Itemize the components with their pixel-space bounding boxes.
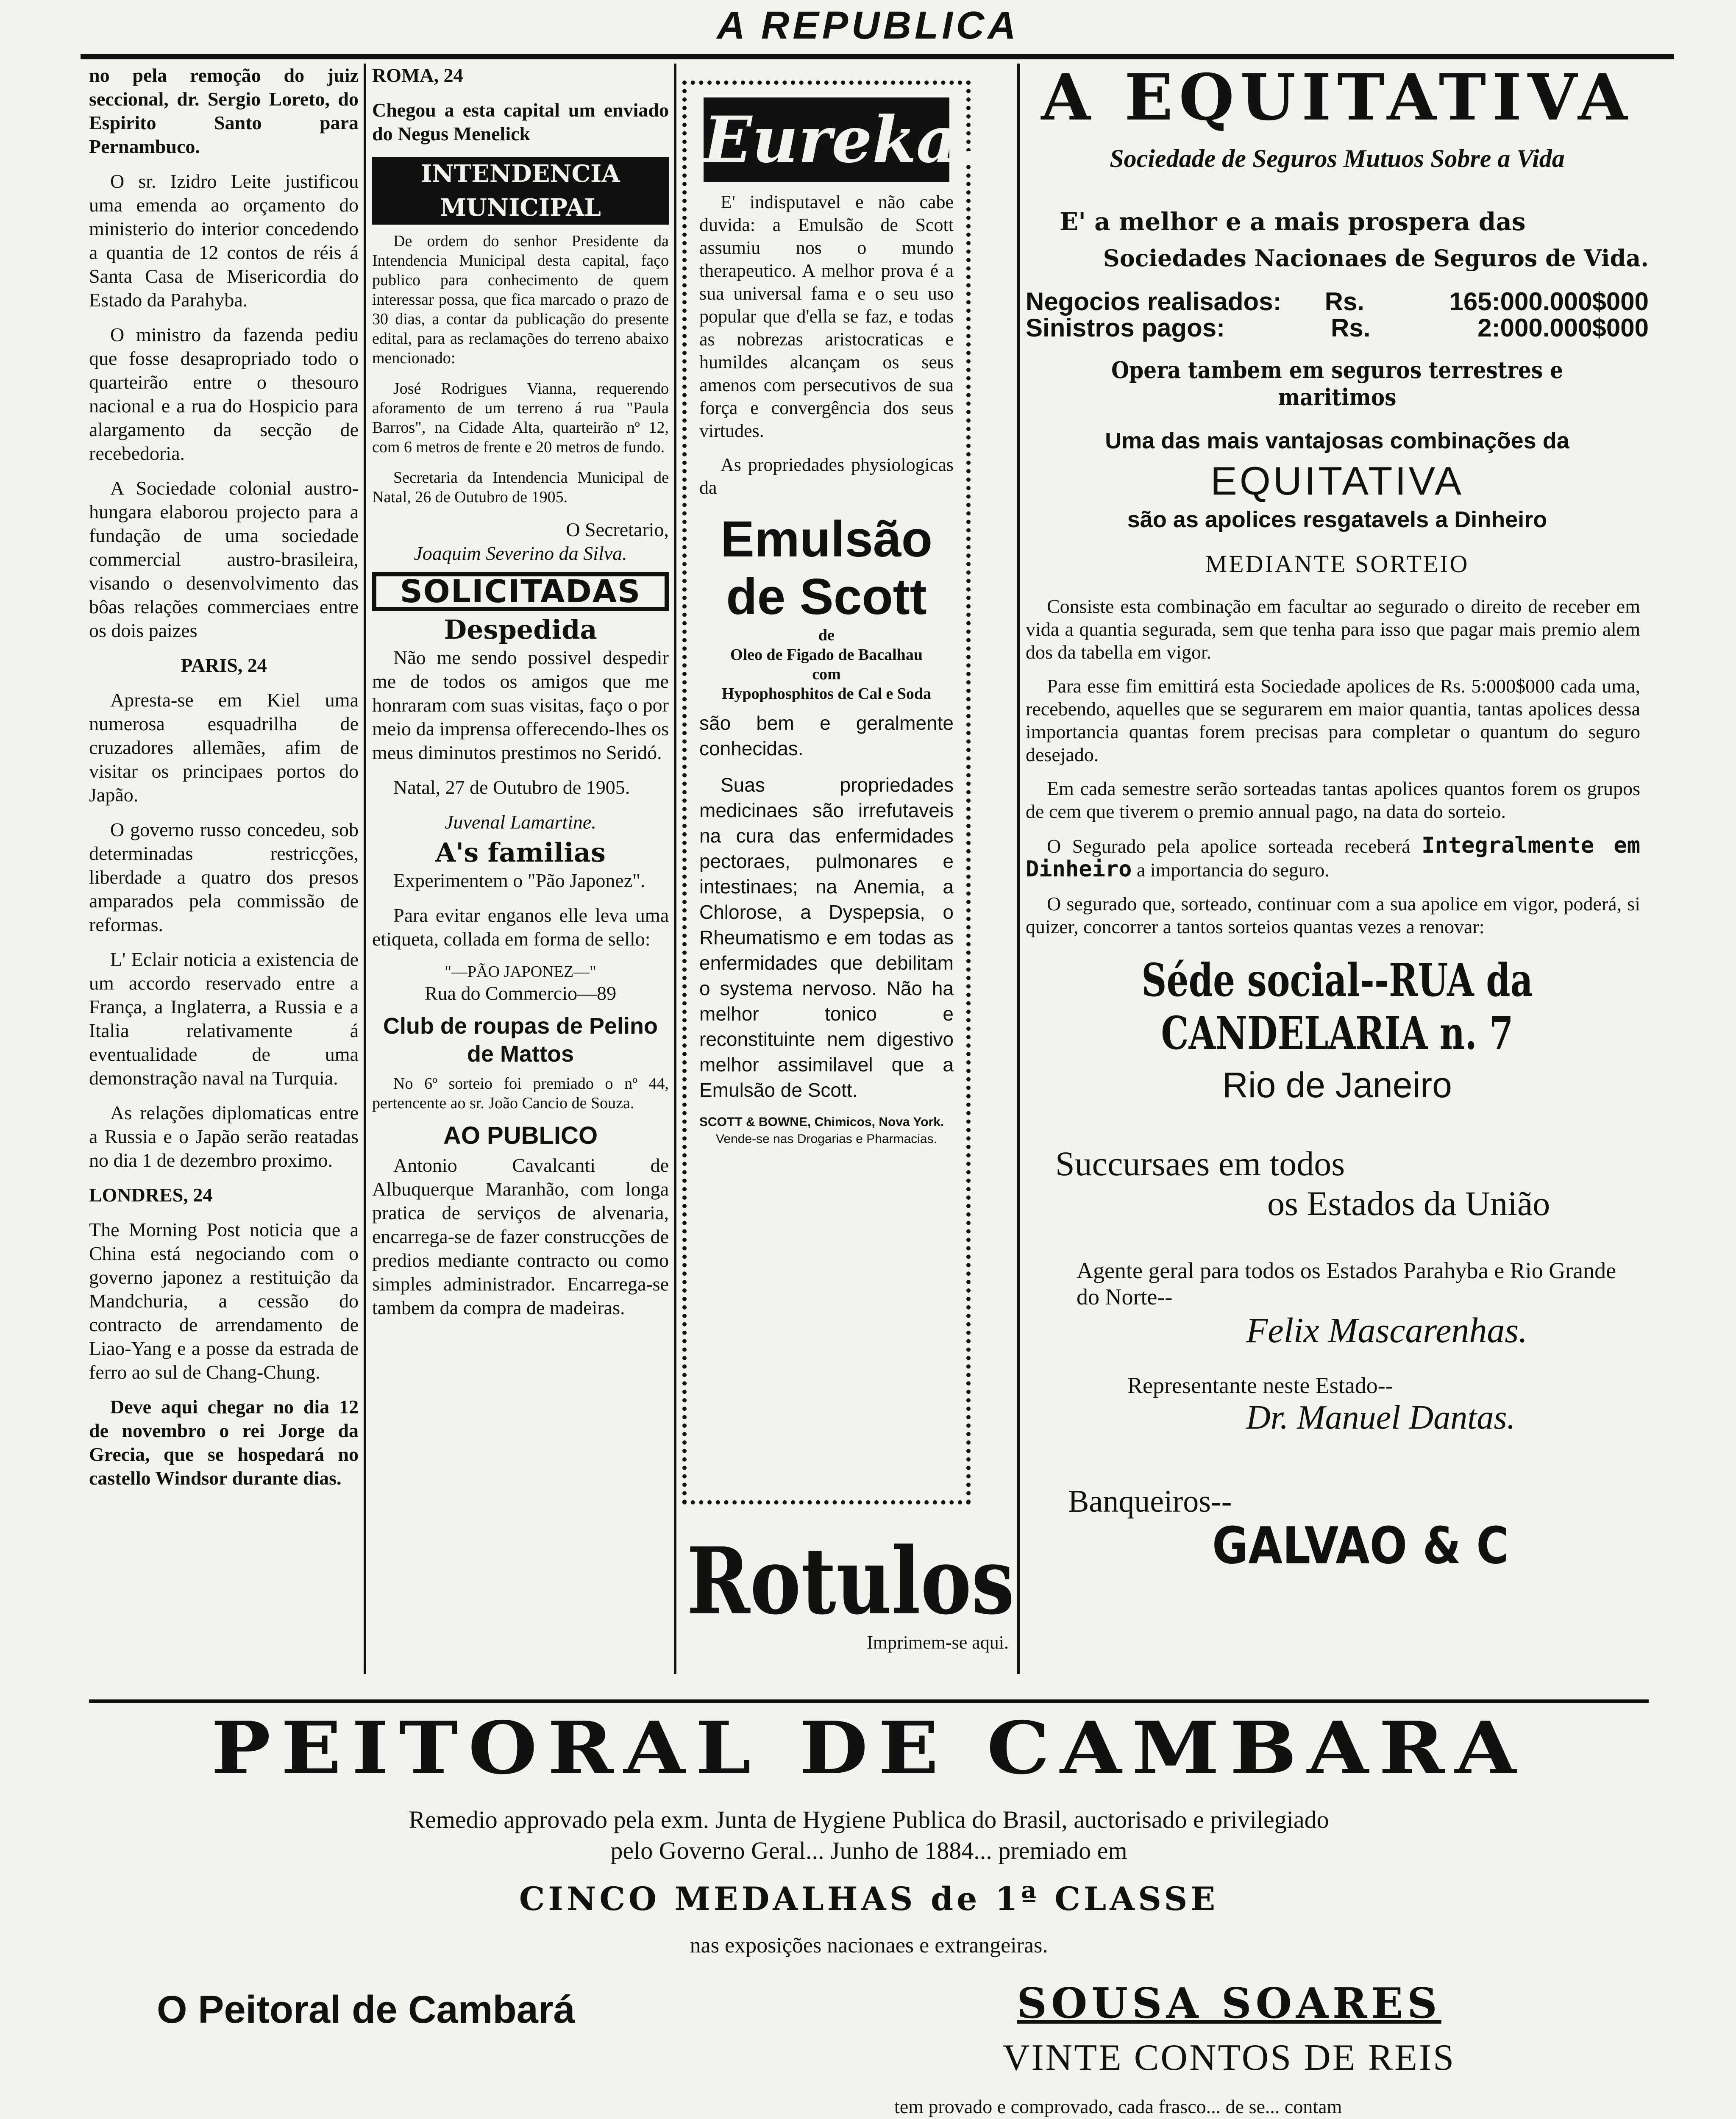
- scott-emulsion-ad: [682, 81, 980, 1504]
- product-sub: Hypophosphitos de Cal e Soda: [721, 685, 932, 703]
- stat-label: Sinistros pagos:: [1026, 314, 1225, 342]
- ad-medals: CINCO MEDALHAS de 1ª CLASSE: [519, 1880, 1219, 1918]
- ad-paragraph: Para esse fim emittirá esta Sociedade apolices de Rs. 5:000$000 cada uma, recebendo, aquelles que se segurarem em maior quantia, tantas apolices dessa importancia quantas forem precisas para completar o quantum do seguro desejado.: [1026, 675, 1640, 765]
- section-heading: SOLICITADAS: [372, 572, 669, 611]
- section-heading: INTENDENCIA MUNICIPAL: [372, 157, 669, 225]
- notice-paragraph: José Rodrigues Vianna, requerendo aforamento de um terreno á rua "Paula Barros", na Cidade Alta, quarteirão nº 12, com 6 metros de frente e 20 metros de fundo.: [372, 380, 669, 456]
- article-heading: A's familias: [435, 837, 606, 868]
- ad-line: pelo Governo Geral... Junho de 1884... premiado em: [610, 1837, 1127, 1864]
- manufacturer: SCOTT & BOWNE, Chimicos, Nova York.: [699, 1115, 944, 1129]
- article-paragraph: A Sociedade colonial austro-hungara elaborou projecto para a fundação de uma sociedade commercial austro-brasileira, visando o desenvolvimento das bôas relações commerciaes entre os dois paizes: [89, 477, 359, 641]
- bottom-rule: [89, 1699, 1649, 1703]
- product-sub: Oleo de Figado de Bacalhau: [730, 646, 923, 664]
- ad-line: Opera tambem em seguros terrestres e maritimos: [1111, 356, 1564, 411]
- newspaper-title: A REPUBLICA: [717, 4, 1019, 47]
- ad-line: Succursaes em todos: [1055, 1144, 1345, 1183]
- ad-address: Séde social--RUA da CANDELARIA n. 7: [1141, 954, 1533, 1060]
- stat-row: [1026, 289, 1649, 315]
- product-name: de Scott: [726, 568, 927, 625]
- article-paragraph: Para evitar enganos elle leva uma etiqueta, collada em forma de sello:: [372, 904, 669, 950]
- ad-paragraph: E' indisputavel e não cabe duvida: a Emulsão de Scott assumiu nos o mundo therapeutico. A melhor prova é a sua universal fama e o seu uso popular que d'ella se faz, e todas as nobrezas aristocraticas e humildes alcançam os seus amenos com persecutivos de sua força e convergência dos seus virtudes.: [699, 192, 954, 441]
- ad-sub: Imprimem-se aqui.: [867, 1632, 1009, 1653]
- dateline: LONDRES, 24: [89, 1184, 213, 1206]
- article-paragraph: Apresta-se em Kiel uma numerosa esquadrilha de cruzadores allemães, afim de visitar os principaes portos do Japão.: [89, 689, 359, 806]
- article-paragraph: O governo russo concedeu, sob determinadas restricções, liberdade a quatro dos presos amparados pela commissão de reformas.: [89, 819, 359, 935]
- product-sub: com: [812, 665, 841, 683]
- signature-name: Juvenal Lamartine.: [445, 811, 596, 833]
- signature-name: Joaquim Severino da Silva.: [414, 542, 627, 564]
- ad-line: EQUITATIVA: [1210, 459, 1464, 503]
- ad-brand: SOUSA SOARES: [1017, 1979, 1441, 2028]
- ad-text: a importancia do seguro.: [1136, 859, 1330, 881]
- equitativa-ad: [1026, 59, 1649, 1678]
- ad-line: Remedio approvado pela exm. Junta de Hygiene Publica do Brasil, auctorisado e privilegiado: [409, 1806, 1329, 1833]
- article-heading: AO PUBLICO: [443, 1122, 598, 1149]
- column-2: [372, 64, 669, 1674]
- stat-currency: Rs.: [1324, 287, 1364, 316]
- column-divider-3: [1017, 64, 1020, 1674]
- ad-subtitle: Sociedade de Seguros Mutuos Sobre a Vida: [1110, 145, 1565, 172]
- ad-line: MEDIANTE SORTEIO: [1205, 550, 1469, 578]
- ad-paragraph: são bem e geralmente conhecidas.: [699, 712, 954, 759]
- ad-paragraph: O segurado que, sorteado, continuar com a sua apolice em vigor, poderá, si quizer, concorrer a tantos sorteios quantas vezes a renovar:: [1026, 893, 1640, 937]
- ad-tagline: Sociedades Nacionaes de Seguros de Vida.: [1103, 245, 1649, 272]
- ad-line: são as apolices resgatavels a Dinheiro: [1127, 507, 1547, 532]
- article-paragraph: Antonio Cavalcanti de Albuquerque Maranhão, com longa pratica de serviços de alvenaria, encarrega-se de fazer construcções de predios mediante contracto ou como simples administrador. Encarrega-se tambem da compra de madeiras.: [372, 1154, 669, 1318]
- representative-name: Dr. Manuel Dantas.: [1246, 1399, 1516, 1436]
- article-paragraph: As relações diplomaticas entre a Russia e o Japão serão reatadas no dia 1 de dezembro proximo.: [89, 1102, 359, 1171]
- stat-currency: Rs.: [1331, 314, 1371, 342]
- quote-line: "—PÃO JAPONEZ—": [445, 963, 596, 981]
- bank-name: GALVAO & C: [1212, 1516, 1509, 1576]
- product-sub: de: [818, 626, 835, 644]
- article-heading: Club de roupas de Pelino de Mattos: [383, 1013, 658, 1067]
- ad-tagline: E' a melhor e a mais prospera das: [1060, 207, 1526, 236]
- stat-label: Negocios realisados:: [1026, 287, 1282, 316]
- ad-paragraph: As propriedades physiologicas da: [699, 454, 954, 498]
- dateline: PARIS, 24: [181, 654, 267, 676]
- stat-value: 2:000.000$000: [1477, 314, 1649, 342]
- signature-label: O Secretario,: [566, 519, 669, 540]
- article-paragraph: Experimentem o "Pão Japonez".: [393, 870, 645, 891]
- article-paragraph: No 6º sorteio foi premiado o nº 44, pertencente ao sr. João Cancio de Souza.: [372, 1075, 669, 1112]
- ad-emphasis: Integralmente em Dinheiro: [1026, 833, 1641, 882]
- article-paragraph: Deve aqui chegar no dia 12 de novembro o rei Jorge da Grecia, que se hospedará no castello Windsor durante dias.: [89, 1396, 359, 1489]
- column-1: [89, 64, 359, 1674]
- agent-name: Felix Mascarenhas.: [1246, 1311, 1528, 1350]
- ad-title: A EQUITATIVA: [1041, 60, 1633, 135]
- article-paragraph: O sr. Izidro Leite justificou uma emenda ao orçamento do ministerio do interior concedendo a quantia de 12 contos de réis á Santa Casa de Misericordia do Estado da Parahyba.: [89, 170, 359, 311]
- sales-note: Vende-se nas Drogarias e Pharmacias.: [716, 1132, 937, 1146]
- column-divider-2: [674, 64, 676, 1674]
- article-paragraph: Natal, 27 de Outubro de 1905.: [393, 776, 630, 798]
- ad-title: Eureka.: [704, 97, 949, 182]
- ad-paragraph: Em cada semestre serão sorteadas tantas apolices quantos forem os grupos de cem que tiverem o premio annual pago, na data do sorteio.: [1026, 778, 1640, 822]
- ad-text: O Segurado pela apolice sorteada receberá: [1047, 835, 1410, 857]
- rotulos-ad: [687, 1526, 1015, 1670]
- article-paragraph: no pela remoção do juiz seccional, dr. Sergio Loreto, do Espirito Santo para Pernambuco.: [89, 64, 359, 157]
- ad-line: Uma das mais vantajosas combinações da: [1105, 428, 1569, 453]
- ad-line: tem provado e comprovado, cada frasco... de se... contam: [894, 2096, 1342, 2117]
- article-paragraph: O ministro da fazenda pediu que fosse desapropriado todo o quarteirão entre o thesouro nacional e a rua do Hospicio para alargamento da secção de recebedoria.: [89, 324, 359, 464]
- article-paragraph: Chegou a esta capital um enviado do Negus Menelick: [372, 99, 669, 145]
- article-paragraph: The Morning Post noticia que a China está negociando com o governo japonez a restituição da Mandchuria, a cessão do contracto de arrendamento de Liao-Yang e a posse da estrada de ferro ao sul de Chang-Chung.: [89, 1219, 359, 1383]
- masthead: [0, 0, 1736, 55]
- ad-prize: VINTE CONTOS DE REIS: [1002, 2037, 1456, 2078]
- ad-product: O Peitoral de Cambará: [157, 1988, 575, 2031]
- stat-row: [1026, 315, 1649, 341]
- peitoral-ad: [89, 1708, 1649, 2119]
- dateline: ROMA, 24: [372, 64, 463, 86]
- stat-value: 165:000.000$000: [1449, 287, 1649, 316]
- product-name: Emulsão: [720, 511, 933, 567]
- ad-line: Banqueiros--: [1068, 1484, 1232, 1519]
- ad-line: Agente geral para todos os Estados Parahyba e Rio Grande do Norte--: [1077, 1258, 1616, 1310]
- ad-title: Rotulos: [687, 1527, 1015, 1635]
- column-divider-1: [364, 64, 366, 1674]
- notice-paragraph: De ordem do senhor Presidente da Intendencia Municipal desta capital, faço publico para conhecimento de quem interessar possa, que fica marcado o prazo de 30 dias, a contar da publicação do presente edital, para as reclamações do terreno abaixo mencionado:: [372, 232, 669, 367]
- ad-title: PEITORAL DE CAMBARA: [211, 1706, 1527, 1791]
- address-line: Rua do Commercio—89: [424, 982, 617, 1004]
- ad-line: os Estados da União: [1267, 1184, 1550, 1223]
- ad-paragraph: Consiste esta combinação em facultar ao segurado o direito de receber em vida a quantia segurada, sem que tenha para isso que pagar mais premio alem dos da tabella em vigor.: [1026, 595, 1640, 663]
- ad-city: Rio de Janeiro: [1222, 1065, 1452, 1105]
- ad-line: Representante neste Estado--: [1127, 1373, 1393, 1398]
- ad-paragraph: [1026, 834, 1640, 882]
- ad-paragraph: Suas propriedades medicinaes são irrefutaveis na cura das enfermidades pectoraes, pulmonares e intestinaes; na Anemia, a Chlorose, a Dyspepsia, o Rheumatismo e em todas as enfermidades que debilitam o systema nervoso. Não ha melhor tonico e reconstituinte nem digestivo melhor assimilavel que a Emulsão de Scott.: [699, 774, 954, 1101]
- notice-paragraph: Secretaria da Intendencia Municipal de Natal, 26 de Outubro de 1905.: [372, 469, 669, 506]
- masthead-rule: [81, 54, 1674, 59]
- article-paragraph: Não me sendo possivel despedir me de todos os amigos que me honraram com suas visitas, faço o por meio da imprensa offerecendo-lhes os meus diminutos prestimos no Seridó.: [372, 647, 669, 763]
- article-heading: Despedida: [444, 614, 597, 645]
- ad-line: nas exposições nacionaes e extrangeiras.: [690, 1933, 1048, 1958]
- article-paragraph: L' Eclair noticia a existencia de um accordo reservado entre a França, a Inglaterra, a Russia e a Italia relativamente á eventualidade de uma demonstração naval na Turquia.: [89, 948, 359, 1089]
